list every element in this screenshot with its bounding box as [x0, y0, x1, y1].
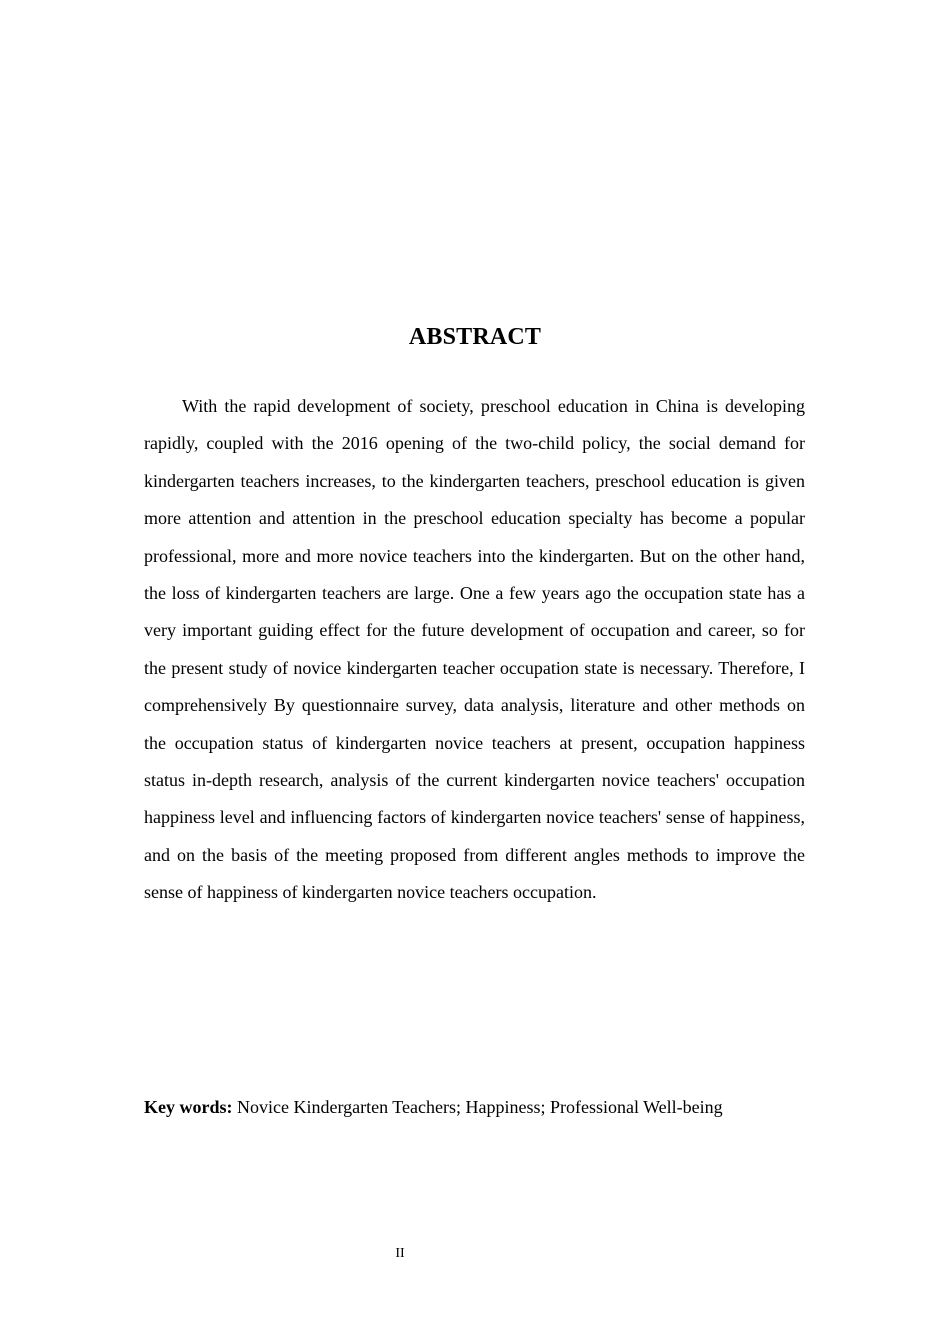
- page-number: II: [395, 1246, 405, 1261]
- abstract-title: ABSTRACT: [408, 324, 542, 350]
- abstract-body: With the rapid development of society, preschool education in China is developing rapidly, coupled with the 2016 opening of the two-child policy, the social demand for kindergarten teachers increases, to the kindergarten teachers, preschool education is given more attention and attention in the preschool education specialty has become a popular professional, more and more novice teachers into the kindergarten. But on the other hand, the loss of kindergarten teachers are large. One a few years ago the occupation state has a very important guiding effect for the future development of occupation and career, so for the present study of novice kindergarten teacher occupation state is necessary. Therefore, I comprehensively By questionnaire survey, data analysis, literature and other methods on the occupation status of kindergarten novice teachers at present, occupation happiness status in-depth research, analysis of the current kindergarten novice teachers' occupation happiness level and influencing factors of kindergarten novice teachers' sense of happiness, and on the basis of the meeting proposed from different angles methods to improve the sense of happiness of kindergarten novice teachers occupation.: [144, 396, 805, 903]
- keywords-list: Novice Kindergarten Teachers; Happiness; Professional Well-being: [232, 1097, 723, 1117]
- keywords-label: Key words:: [144, 1097, 233, 1117]
- keywords-line: [144, 1092, 844, 1122]
